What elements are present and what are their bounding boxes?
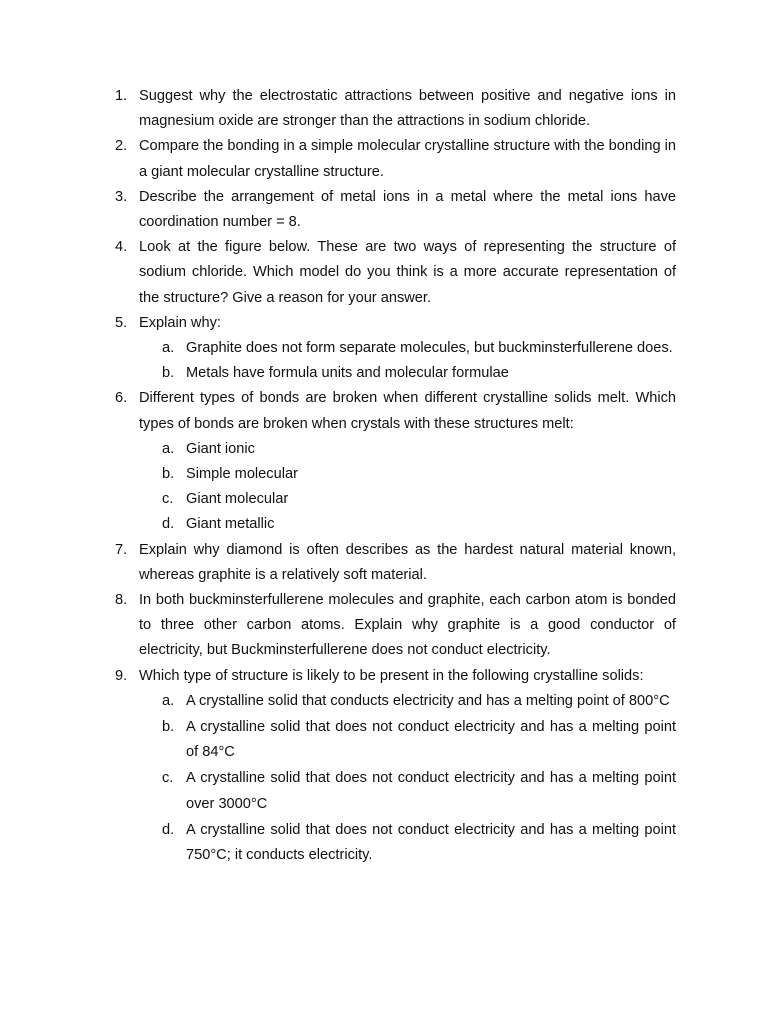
sub-question-text: Giant molecular: [186, 491, 289, 508]
question-text: Different types of bonds are broken when different crystalline solids melt. Which types of bonds are broken when crystals with these structures melt:: [139, 390, 676, 432]
question-item: [115, 588, 676, 664]
question-item: [115, 185, 676, 235]
sub-question-item: [162, 487, 676, 512]
sub-question-text: A crystalline solid that does not conduct electricity and has a melting point 750°C; it conducts electricity.: [186, 821, 676, 864]
sub-question-list: [139, 689, 676, 868]
question-text: Explain why diamond is often describes as the hardest natural material known, whereas graphite is a relatively soft material.: [139, 541, 676, 583]
sub-question-item: [162, 715, 676, 765]
question-number: 7.: [115, 541, 128, 558]
question-number: 4.: [115, 239, 128, 256]
sub-question-letter: a.: [162, 692, 175, 709]
question-item: [115, 664, 676, 869]
sub-question-item: [162, 336, 676, 361]
sub-question-item: [162, 437, 676, 462]
sub-question-item: [162, 689, 676, 714]
sub-question-letter: a.: [162, 340, 175, 357]
question-item: [115, 134, 677, 184]
sub-question-list: [139, 336, 676, 386]
question-list: [115, 84, 677, 869]
sub-question-text: A crystalline solid that conducts electricity and has a melting point of 800°C: [186, 692, 670, 709]
question-text: Which type of structure is likely to be present in the following crystalline solids:: [139, 667, 644, 684]
question-item: [115, 538, 676, 588]
sub-question-letter: b.: [162, 466, 175, 483]
sub-question-letter: c.: [162, 491, 174, 508]
sub-question-letter: d.: [162, 821, 175, 838]
sub-question-item: [162, 512, 676, 537]
question-text: In both buckminsterfullerene molecules and graphite, each carbon atom is bonded to three other carbon atoms. Explain why graphite is a good conductor of electricity, but Buckminsterfullerene does not conduct electricity.: [139, 592, 676, 659]
sub-question-item: [162, 818, 676, 868]
question-number: 9.: [115, 667, 128, 684]
sub-question-text: A crystalline solid that does not conduct electricity and has a melting point of 84°C: [186, 719, 676, 761]
question-item: [115, 84, 676, 134]
sub-question-list: [139, 437, 676, 538]
question-number: 3.: [115, 188, 128, 205]
sub-question-letter: a.: [162, 440, 175, 457]
sub-question-letter: c.: [162, 770, 174, 787]
question-number: 1.: [115, 88, 128, 104]
sub-question-letter: b.: [162, 719, 175, 736]
question-number: 2.: [115, 138, 128, 155]
sub-question-item: [162, 361, 676, 386]
sub-question-text: Graphite does not form separate molecules, but buckminsterfullerene does.: [186, 340, 673, 357]
question-text: Suggest why the electrostatic attractions between positive and negative ions in magnesium oxide are stronger than the attractions in sodium chloride.: [139, 88, 676, 130]
question-text: Explain why:: [139, 314, 221, 331]
sub-question-text: Simple molecular: [186, 466, 298, 483]
question-number: 5.: [115, 314, 128, 331]
question-text: Look at the figure below. These are two ways of representing the structure of sodium chloride. Which model do you think is a more accurate representation of the structure? Give a reason for your answer.: [139, 239, 676, 306]
sub-question-letter: b.: [162, 365, 175, 382]
question-text: Describe the arrangement of metal ions in a metal where the metal ions have coordination number = 8.: [139, 188, 676, 231]
sub-question-item: [162, 766, 676, 816]
question-item: [115, 386, 676, 537]
question-item: [115, 311, 676, 387]
sub-question-text: Giant metallic: [186, 516, 275, 533]
sub-question-text: Metals have formula units and molecular formulae: [186, 365, 509, 382]
sub-question-item: [162, 462, 676, 487]
sub-question-text: A crystalline solid that does not conduct electricity and has a melting point over 3000°C: [186, 770, 676, 812]
question-number: 6.: [115, 390, 128, 407]
question-text: Compare the bonding in a simple molecular crystalline structure with the bonding in a giant molecular crystalline structure.: [139, 138, 677, 180]
question-item: [115, 235, 676, 311]
question-number: 8.: [115, 592, 128, 609]
sub-question-text: Giant ionic: [186, 440, 255, 457]
sub-question-letter: d.: [162, 516, 175, 533]
